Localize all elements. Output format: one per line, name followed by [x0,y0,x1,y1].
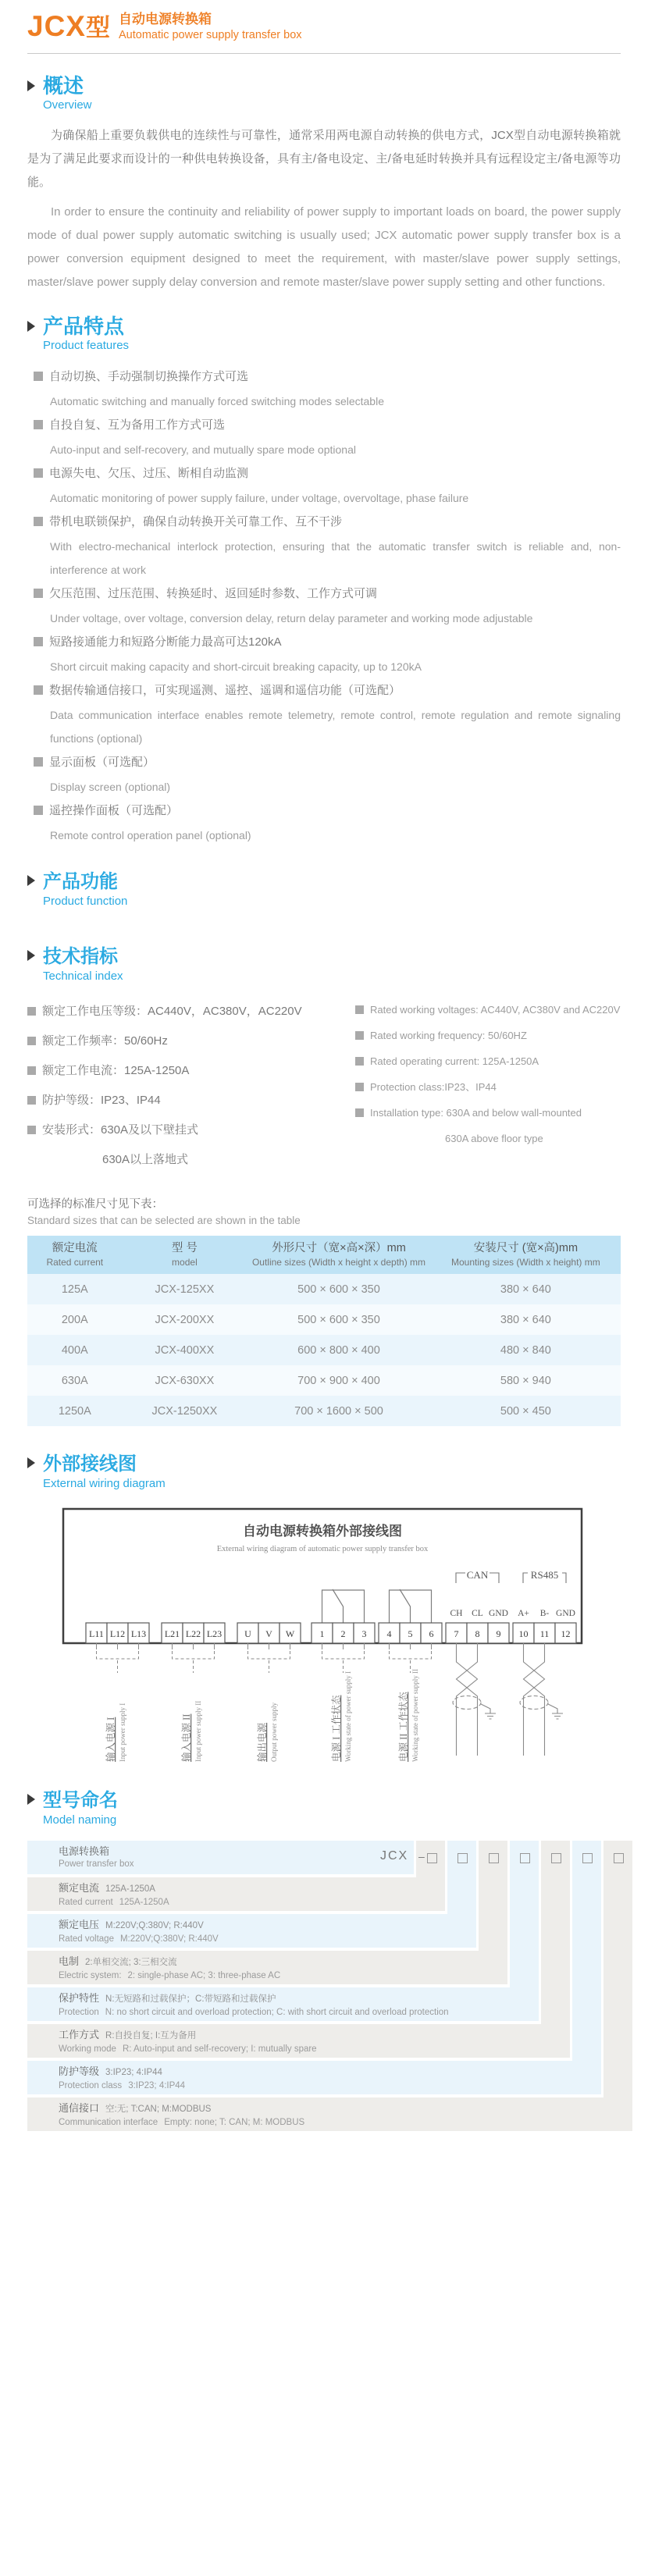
col-header-outline-sizes: 外形尺寸（宽×高×深）mm Outline sizes (Width x height x depth) mm [247,1236,431,1274]
tech-item: Rated working voltages: AC440V, AC380V and AC220V [355,997,621,1023]
section-naming [27,1789,621,1828]
tech-title-en: Technical index [43,970,123,983]
cell-model: JCX-200XX [123,1304,247,1335]
svg-text:W: W [285,1628,295,1639]
cell-mounting-size: 380 × 640 [431,1274,621,1304]
svg-text:Input power supply II: Input power supply II [194,1700,202,1762]
section-marker-icon [27,80,35,91]
signal-gnd-rs485: GND [556,1609,575,1618]
naming-code-box-1 [427,1853,437,1863]
cell-model: JCX-1250XX [123,1396,247,1426]
features-list [27,365,621,847]
table-row [27,1304,621,1335]
square-bullet-icon [27,1066,36,1075]
tech-item: 安装形式：630A及以下壁挂式 [27,1115,355,1145]
square-bullet-icon [355,1057,364,1066]
square-bullet-icon [355,1005,364,1014]
cell-mounting-size: 580 × 940 [431,1365,621,1396]
section-marker-icon [27,875,35,886]
svg-text:10: 10 [518,1628,529,1639]
sizes-note-en: Standard sizes that can be selected are shown in the table [27,1215,301,1226]
table-header-row [27,1236,621,1274]
feature-text-en: With electro-mechanical interlock protection, ensuring that the automatic transfer switch is reliable and, non-interference at work [50,540,621,576]
feature-item [34,678,621,750]
feature-text-zh: 自动切换、手动强制切换操作方式可选 [34,365,621,390]
group-brackets [97,1643,432,1673]
wiring-title-en: External wiring diagram [43,1477,166,1490]
can-label: CAN [466,1569,489,1581]
feature-text-zh: 数据传输通信接口，可实现遥测、遥控、遥调和遥信功能（可选配） [34,678,621,703]
signal-a-plus: A+ [518,1609,529,1618]
svg-text:电源 I 工作状态: 电源 I 工作状态 [331,1695,342,1762]
product-titles [119,11,302,43]
square-bullet-icon [34,372,43,381]
feature-text-zh: 自投自复、互为备用工作方式可选 [34,413,621,438]
feature-item [34,365,621,413]
svg-text:V: V [265,1628,272,1639]
svg-text:L22: L22 [185,1628,201,1639]
svg-text:Output power supply: Output power supply [270,1703,278,1762]
naming-column-7 [603,1841,632,2131]
cell-model: JCX-400XX [123,1335,247,1365]
cell-model: JCX-630XX [123,1365,247,1396]
feature-text-zh: 欠压范围、过压范围、转换延时、返回延时参数、工作方式可调 [34,582,621,607]
naming-column-6 [572,1841,601,2094]
cell-outline-size: 600 × 800 × 400 [247,1335,431,1365]
svg-text:输出电源: 输出电源 [257,1722,268,1762]
overview-paragraph-zh: 为确保船上重要负载供电的连续性与可靠性，通常采用两电源自动转换的供电方式，JCX型自动电源转换箱就是为了满足此要求而设计的一种供电转换设备，具有主/备电设定、主/备电延时转换并具有远程设定主/备电源等功能。 [27,129,621,189]
feature-item [34,510,621,582]
model-naming-chart [27,1841,635,2134]
table-row [27,1396,621,1426]
tech-item: 额定工作电流：125A-1250A [27,1056,355,1086]
feature-text-en: Remote control operation panel (optional) [50,829,251,841]
feature-text-en: Automatic monitoring of power supply failure, under voltage, overvoltage, phase failure [50,492,469,504]
twisted-pair-can-icon [453,1643,496,1756]
svg-text:Working state of power supply: Working state of power supply I [344,1670,352,1762]
naming-row-electric-system: 电制 2:单相交流; 3:三相交流 Electric system: 2: single-phase AC; 3: three-phase AC [27,1951,507,1984]
square-bullet-icon [27,1007,36,1016]
naming-code-box-2 [458,1853,468,1863]
feature-text-en: Short circuit making capacity and short-circuit breaking capacity, up to 120kA [50,660,422,673]
section-wiring [27,1453,621,1492]
feature-text-zh: 显示面板（可选配） [34,750,621,775]
group-labels [105,1669,419,1762]
overview-title-en: Overview [43,98,92,112]
signal-gnd-can: GND [489,1609,508,1618]
terminal-strip [86,1623,576,1643]
feature-text-zh: 遥控操作面板（可选配） [34,799,621,824]
function-title-zh: 产品功能 [43,871,118,892]
svg-text:L23: L23 [206,1628,223,1639]
signal-b-minus: B- [539,1609,550,1618]
naming-title-en: Model naming [43,1813,117,1827]
section-marker-icon [27,950,35,961]
tech-header [27,945,621,984]
svg-text:输入电源 II: 输入电源 II [181,1713,192,1762]
feature-item [34,413,621,461]
square-bullet-icon [34,757,43,767]
wiring-diagram-svg [59,1506,589,1765]
feature-item [34,750,621,799]
tech-item: 防护等级：IP23、IP44 [27,1086,355,1115]
naming-row-working-mode: 工作方式 R:自投自复; I:互为备用 Working mode R: Auto-input and self-recovery; I: mutually spare [27,2024,570,2058]
signal-cl: CL [472,1609,483,1618]
overview-header [27,74,621,113]
overview-title-zh: 概述 [43,74,84,98]
feature-item [34,461,621,510]
svg-text:L12: L12 [109,1628,126,1639]
tech-list-zh [27,997,355,1175]
table-row [27,1335,621,1365]
diagram-title-en: External wiring diagram of automatic power supply transfer box [216,1545,429,1553]
svg-text:Working state of power supply: Working state of power supply II [411,1669,419,1762]
table-row [27,1365,621,1396]
svg-text:6: 6 [429,1628,434,1639]
tech-item: Rated working frequency: 50/60HZ [355,1023,621,1048]
square-bullet-icon [34,468,43,478]
svg-text:11: 11 [539,1628,550,1639]
tech-list-en [355,997,621,1175]
svg-text:1: 1 [319,1628,325,1639]
square-bullet-icon [34,517,43,526]
feature-text-en: Auto-input and self-recovery, and mutually spare mode optional [50,443,356,456]
standard-sizes-table [27,1236,621,1426]
tech-item: 额定工作频率：50/60Hz [27,1026,355,1056]
feature-text-en: Under voltage, over voltage, conversion delay, return delay parameter and working mode adjustable [50,612,533,624]
cell-mounting-size: 480 × 840 [431,1335,621,1365]
naming-row-product: 电源转换箱 Power transfer box [27,1841,414,1874]
wiring-header [27,1453,621,1492]
naming-header [27,1789,621,1828]
section-tech [27,945,621,1426]
section-overview [27,74,621,294]
naming-row-protection-class: 防护等级 3:IP23; 4:IP44 Protection class 3:IP23; 4:IP44 [27,2061,601,2094]
tech-item-continuation: 630A以上落地式 [102,1153,189,1166]
rs485-label: RS485 [530,1569,559,1581]
function-header [27,870,621,909]
feature-item [34,582,621,630]
cell-rated-current: 400A [27,1335,123,1365]
col-header-model: 型 号 model [123,1236,247,1274]
square-bullet-icon [355,1031,364,1040]
feature-text-zh: 电源失电、欠压、过压、断相自动监测 [34,461,621,486]
feature-item [34,630,621,678]
tech-title-zh: 技术指标 [43,946,118,967]
naming-row-rated-voltage: 额定电压 M:220V;Q:380V; R:440V Rated voltage M:220V;Q:380V; R:440V [27,1914,476,1948]
svg-text:3: 3 [361,1628,367,1639]
svg-text:L11: L11 [89,1628,104,1639]
product-title-zh: 自动电源转换箱 [118,12,212,27]
section-marker-icon [27,1794,35,1805]
naming-dash: – [418,1850,425,1863]
cell-model: JCX-125XX [123,1274,247,1304]
square-bullet-icon [355,1108,364,1117]
features-header [27,315,621,354]
product-title-en: Automatic power supply transfer box [118,29,302,41]
cell-rated-current: 125A [27,1274,123,1304]
wiring-diagram [59,1506,589,1769]
square-bullet-icon [34,806,43,815]
product-model: JCX型 [27,10,111,42]
overview-paragraph-en: In order to ensure the continuity and reliability of power supply to important loads on board, the power supply mode of dual power supply automatic switching is usually used; JCX automatic power supply transfer box is a power conversion equipment designed to meet the requirement, with master/slave power supply settings, master/slave power supply delay conversion and remote master/slave power supply setting and other functions. [27,205,621,289]
cell-rated-current: 200A [27,1304,123,1335]
wiring-title-zh: 外部接线图 [43,1453,137,1475]
cell-outline-size: 500 × 600 × 350 [247,1304,431,1335]
tech-item-continuation: 630A above floor type [445,1133,543,1144]
tech-item: Installation type: 630A and below wall-mounted [355,1100,621,1126]
feature-text-zh: 短路接通能力和短路分断能力最高可达120kA [34,630,621,655]
feature-text-zh: 带机电联锁保护，确保自动转换开关可靠工作、互不干涉 [34,510,621,535]
svg-text:电源 II 工作状态: 电源 II 工作状态 [398,1692,409,1762]
svg-text:2: 2 [340,1628,346,1639]
naming-code-box-3 [489,1853,499,1863]
diagram-title-zh: 自动电源转换箱外部接线图 [243,1524,402,1539]
naming-row-communication-interface: 通信接口 空:无; T:CAN; M:MODBUS Communication interface Empty: none; T: CAN; M: MODBUS [27,2097,632,2131]
svg-text:L13: L13 [130,1628,147,1639]
page-header [0,0,648,45]
tech-columns [27,997,621,1175]
cell-mounting-size: 380 × 640 [431,1304,621,1335]
svg-text:5: 5 [408,1628,413,1639]
feature-text-en: Automatic switching and manually forced switching modes selectable [50,395,384,407]
col-header-rated-current: 额定电流 Rated current [27,1236,123,1274]
section-function [27,870,621,919]
cell-outline-size: 700 × 900 × 400 [247,1365,431,1396]
changeover-switch-2-icon [390,1589,432,1623]
square-bullet-icon [34,685,43,695]
square-bullet-icon [34,420,43,429]
twisted-pair-rs485-icon [520,1643,563,1756]
svg-text:Input power supply I: Input power supply I [119,1703,126,1762]
col-header-mounting-sizes: 安装尺寸 (宽×高)mm Mounting sizes (Width x height) mm [431,1236,621,1274]
features-title-zh: 产品特点 [43,315,125,338]
tech-item: Rated operating current: 125A-1250A [355,1048,621,1074]
svg-text:9: 9 [496,1628,501,1639]
cell-rated-current: 630A [27,1365,123,1396]
svg-text:7: 7 [454,1628,459,1639]
naming-prefix: JCX [380,1849,409,1863]
svg-text:U: U [244,1628,251,1639]
square-bullet-icon [27,1096,36,1105]
feature-text-en: Display screen (optional) [50,781,171,793]
tech-item: Protection class:IP23、IP44 [355,1074,621,1100]
svg-text:输入电源 I: 输入电源 I [105,1717,116,1762]
header-divider [27,53,621,54]
feature-item [34,799,621,847]
function-title-en: Product function [43,895,128,908]
changeover-switch-1-icon [322,1589,365,1623]
svg-text:4: 4 [386,1628,392,1639]
naming-code-box-6 [582,1853,593,1863]
tech-item: 额定工作电压等级：AC440V，AC380V，AC220V [27,997,355,1026]
square-bullet-icon [27,1037,36,1045]
features-title-en: Product features [43,339,130,352]
sizes-note-zh: 可选择的标准尺寸见下表： [27,1198,163,1211]
svg-text:12: 12 [561,1628,571,1639]
naming-row-protection: 保护特性 N:无短路和过载保护；C:带短路和过载保护 Protection N: no short circuit and overload protection; C: with short circuit and overload protection [27,1987,539,2021]
cell-outline-size: 500 × 600 × 350 [247,1274,431,1304]
section-features [27,315,621,847]
cell-mounting-size: 500 × 450 [431,1396,621,1426]
section-marker-icon [27,321,35,332]
square-bullet-icon [34,637,43,646]
square-bullet-icon [355,1083,364,1091]
cell-outline-size: 700 × 1600 × 500 [247,1396,431,1426]
naming-row-rated-current: 额定电流 125A-1250A Rated current 125A-1250A [27,1877,445,1911]
svg-text:L21: L21 [164,1628,180,1639]
naming-title-zh: 型号命名 [43,1790,118,1811]
cell-rated-current: 1250A [27,1396,123,1426]
svg-text:8: 8 [475,1628,480,1639]
square-bullet-icon [27,1126,36,1134]
naming-code-box-5 [551,1853,561,1863]
feature-text-en: Data communication interface enables remote telemetry, remote control, remote regulation and remote signaling functions (optional) [50,709,621,745]
square-bullet-icon [34,589,43,598]
signal-ch: CH [450,1609,463,1618]
naming-code-box-4 [520,1853,530,1863]
naming-code-box-7 [614,1853,624,1863]
section-marker-icon [27,1457,35,1468]
table-row [27,1274,621,1304]
